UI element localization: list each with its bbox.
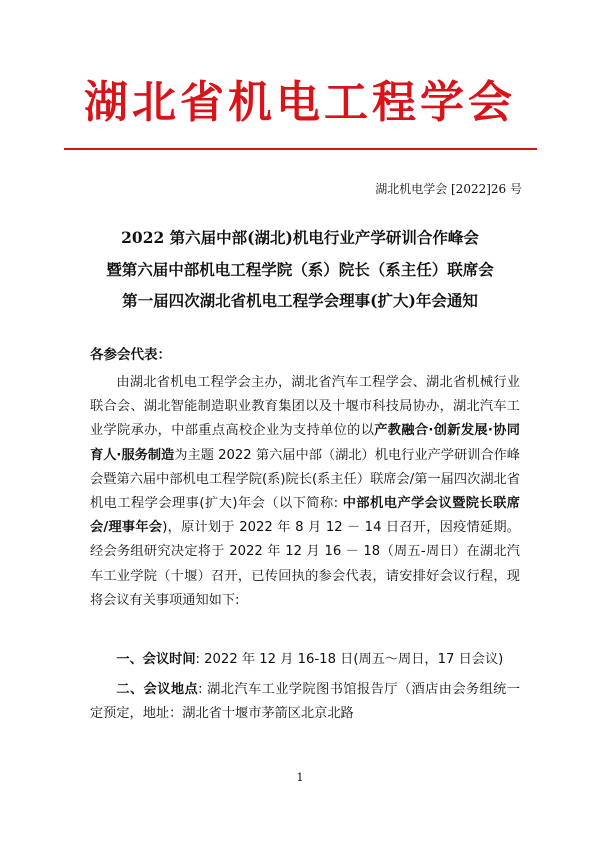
document-number: 湖北机电学会 [2022]26 号 <box>375 182 522 196</box>
section-place-label: 二、会议地点 <box>116 682 199 697</box>
salutation: 各参会代表： <box>90 347 171 363</box>
page-number: 1 <box>296 771 304 784</box>
body-text-part-c: )，原计划于 2022 年 8 月 12 － 14 日召开，因疫情延期。经会务组研究决定将于 2022 年 12 月 16 － 18（周五-周日）在湖北汽车工业学院（十堰）召开，已传回执的参会代表，请安排好会议行程，现将会议有关事项通知如下: <box>90 520 520 608</box>
conference-short-name: 中部机电产学会议暨院长联席会/理事年会 <box>90 496 520 536</box>
body-paragraph <box>90 371 520 613</box>
conference-theme: 产教融合·创新发展·协同育人·服务制造 <box>90 423 520 463</box>
section-meeting-place <box>90 678 520 726</box>
section-meeting-time <box>90 648 520 672</box>
headline-line-3: 第一届四次湖北省机电工程学会理事(扩大)年会通知 <box>122 291 478 310</box>
headline-line-1: 2022 第六届中部(湖北)机电行业产学研训合作峰会 <box>121 228 479 247</box>
organization-title: 湖北省机电工程学会 <box>84 77 516 128</box>
body-text-part-a: 由湖北省机电工程学会主办，湖北省汽车工程学会、湖北省机械行业联合会、湖北智能制造职业教育集团以及十堰市科技局协办，湖北汽车工业学院承办，中部重点高校企业为支持单位的以 <box>90 375 520 439</box>
section-time-label: 一、会议时间 <box>116 652 196 667</box>
red-header-rule <box>64 148 537 150</box>
section-time-value: : 2022 年 12 月 16-18 日(周五～周日，17 日会议) <box>195 652 504 667</box>
headline-line-2: 暨第六届中部机电工程学院（系）院长（系主任）联席会 <box>106 260 494 279</box>
body-text-part-b: 为主题 2022 第六届中部（湖北）机电行业产学研训合作峰会暨第六届中部机电工程学院(系)院长(系主任）联席会/第一届四次湖北省机电工程学会理事(扩大)年会（以下简称: <box>90 447 520 512</box>
section-place-value: : 湖北汽车工业学院图书馆报告厅（酒店由会务组统一定预定，地址：湖北省十堰市茅箭区北京北路 <box>90 682 520 722</box>
